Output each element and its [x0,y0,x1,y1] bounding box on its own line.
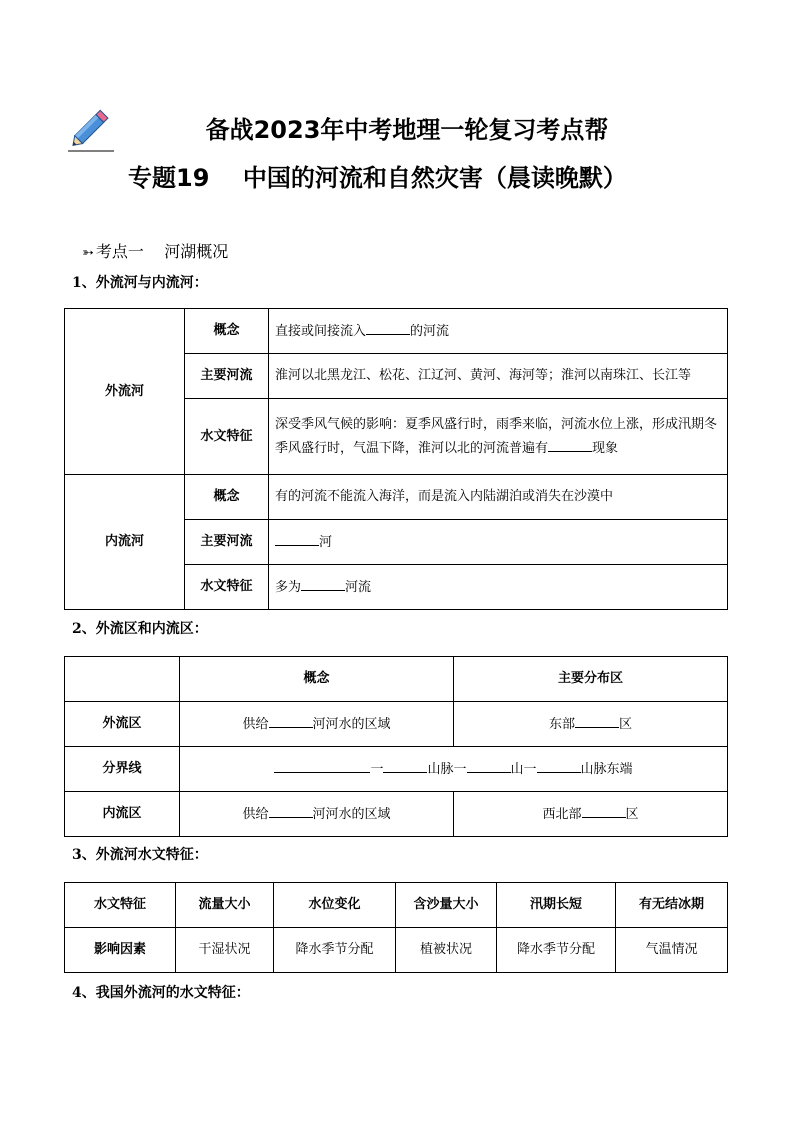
column-header: 水位变化 [274,883,396,928]
row-label: 概念 [185,309,269,354]
fill-blank[interactable] [467,758,511,773]
outer-rivers-cell: 淮河以北黑龙江、松花、江辽河、黄河、海河等；淮河以南珠江、长江等 [269,354,728,399]
table-row [65,747,728,792]
outer-region-cell: 东部 区 [454,702,728,747]
fill-blank[interactable] [575,713,619,728]
inner-rivers-cell: 河 [269,520,728,565]
inner-hydro-cell: 多为 河流 [269,565,728,610]
table-cell: 降水季节分配 [497,928,616,973]
fill-blank[interactable] [269,713,313,728]
column-header: 水文特征 [65,883,176,928]
row-label: 概念 [185,475,269,520]
fill-blank[interactable] [301,576,345,591]
column-header: 概念 [180,657,454,702]
arrow-icon: ➳ [82,245,94,261]
column-header: 主要分布区 [454,657,728,702]
table-hydro-factors [64,882,728,973]
row-label: 水文特征 [185,565,269,610]
table-row [65,928,728,973]
empty-cell [65,657,180,702]
table-drainage-regions [64,656,728,837]
fill-blank[interactable] [269,803,313,818]
section-4-heading: 4、我国外流河的水文特征： [72,985,250,1001]
outer-concept-cell: 供给 河河水的区域 [180,702,454,747]
table-row [65,657,728,702]
row-label: 外流区 [65,702,180,747]
row-label: 水文特征 [185,399,269,475]
row-label: 主要河流 [185,354,269,399]
document-subtitle: 专题19 中国的河流和自然灾害（晨读晚默） [128,164,627,192]
column-header: 汛期长短 [497,883,616,928]
table-row [65,309,728,354]
row-label: 主要河流 [185,520,269,565]
table-row [65,702,728,747]
fill-blank[interactable] [537,758,581,773]
outer-hydro-cell: 深受季风气候的影响：夏季风盛行时，雨季来临，河流水位上涨，形成汛期冬季风盛行时，气温下降，淮河以北的河流普遍有 现象 [269,399,728,475]
fill-blank[interactable] [274,758,370,773]
kaodian-heading [72,220,228,262]
section-2-heading: 2、外流区和内流区： [72,621,208,637]
document-title: 备战2023年中考地理一轮复习考点帮 [205,116,609,144]
fill-blank[interactable] [275,531,319,546]
outer-concept-cell: 直接或间接流入 的河流 [269,309,728,354]
inner-region-cell: 西北部 区 [454,792,728,837]
inner-concept-cell: 有的河流不能流入海洋，而是流入内陆湖泊或消失在沙漠中 [269,475,728,520]
row-label: 内流区 [65,792,180,837]
fill-blank[interactable] [548,437,592,452]
table-cell: 干湿状况 [176,928,274,973]
inner-river-label: 内流河 [65,475,185,610]
fill-blank[interactable] [366,320,410,335]
boundary-line-cell: 一 山脉一 山一 山脉东端 [180,747,728,792]
table-cell: 降水季节分配 [274,928,396,973]
column-header: 含沙量大小 [396,883,497,928]
kaodian-label: 考点一 河湖概况 [95,242,229,261]
table-cell: 植被状况 [396,928,497,973]
table-cell: 气温情况 [616,928,728,973]
section-1-heading: 1、外流河与内流河： [72,275,208,291]
fill-blank[interactable] [582,803,626,818]
table-row [65,883,728,928]
table-row [65,792,728,837]
column-header: 有无结冰期 [616,883,728,928]
table-row [65,475,728,520]
outer-river-label: 外流河 [65,309,185,475]
row-label: 影响因素 [65,928,176,973]
row-label: 分界线 [65,747,180,792]
section-3-heading: 3、外流河水文特征： [72,847,208,863]
column-header: 流量大小 [176,883,274,928]
table-outer-inner-rivers [64,308,728,610]
inner-concept-cell: 供给 河河水的区域 [180,792,454,837]
fill-blank[interactable] [383,758,427,773]
